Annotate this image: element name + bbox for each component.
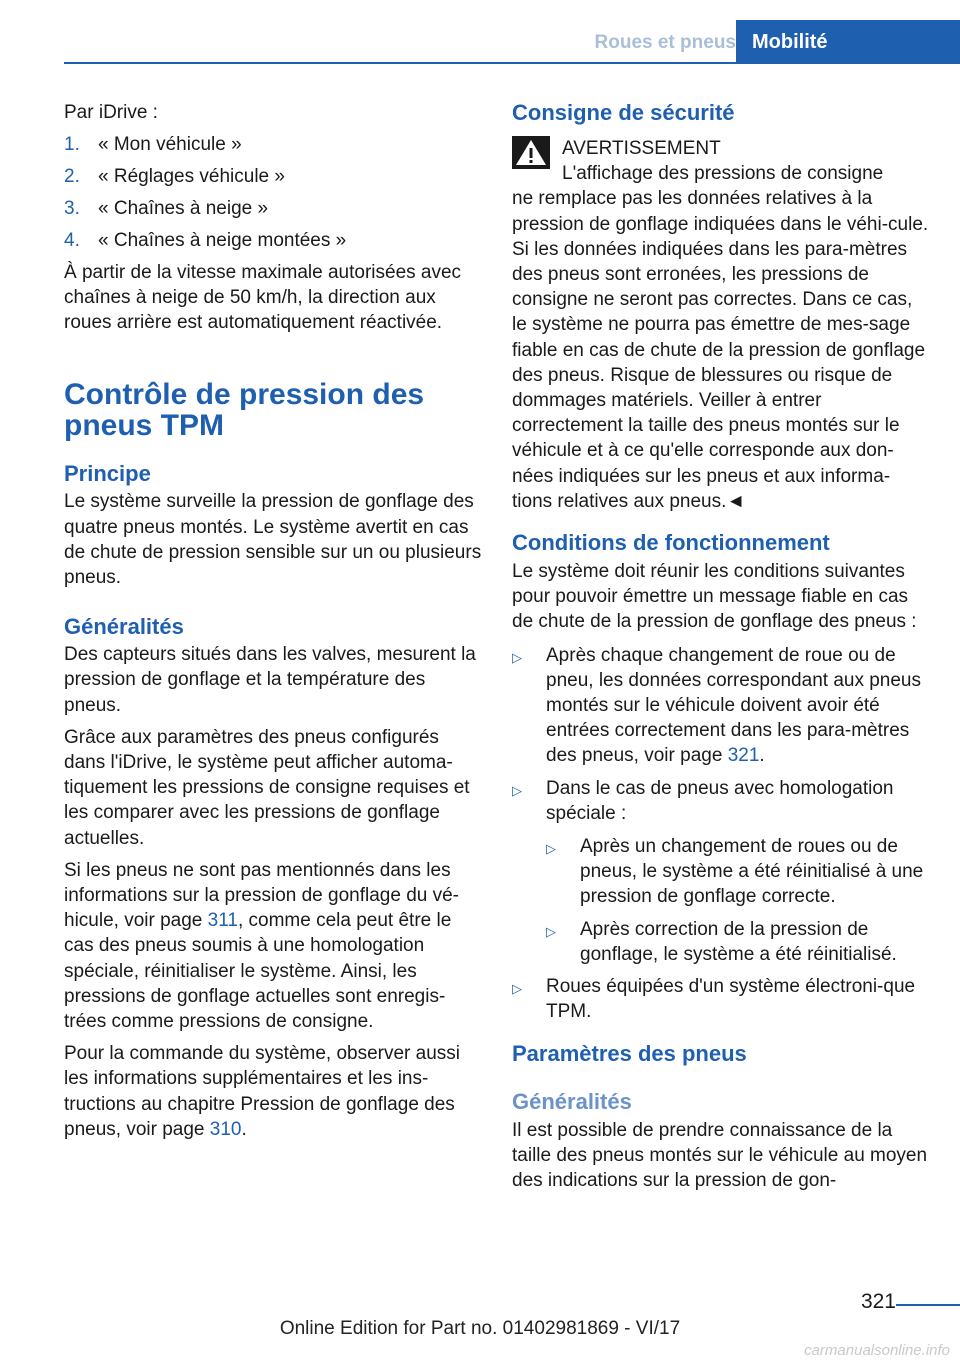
triangle-right-icon: ▷	[546, 841, 556, 857]
subheading-principe: Principe	[64, 461, 151, 487]
paragraph: Des capteurs situés dans les valves, mesurent la pression de gonflage et la température des pneus.	[64, 644, 476, 716]
triangle-right-icon: ▷	[512, 981, 522, 997]
bullet-list	[512, 643, 930, 1025]
list-item	[512, 776, 930, 826]
triangle-right-icon: ▷	[546, 923, 556, 939]
text: Après correction de la pression de gonflage, le système a été réinitialisé.	[580, 918, 897, 965]
warning-text: ne remplace pas les données relatives à la pression de gonflage indiquées dans le véhi‐cule. Si les données indiquées dans les para‐mètres des pneus sont erronées, les pressions de consigne ne seront pas correctes. Dans ce cas, le système ne pourra pas émettre de mes‐sage fiable en cas de chute de la pression de gonflage des pneus. Risque de blessures ou risque de dommages matériels. Veiller à entrer correctement la taille des pneus montés sur le véhicule et à ce qu'elle corresponde aux don‐nées indiquées sur les pneus et aux informa‐tions relatives aux pneus.◄	[512, 188, 929, 512]
paragraph	[64, 1041, 482, 1142]
paragraph: Il est possible de prendre connaissance de la taille des pneus montés sur le véhicule au moyen des indications sur la pression de gon‐	[512, 1119, 928, 1191]
list-item	[64, 164, 482, 189]
section-heading: Contrôle de pression des pneus TPM	[64, 378, 425, 443]
text: Après chaque changement de roue ou de pneu, les données correspondant aux pneus montés sur le véhicule doivent avoir été entrées correctement dans les para‐mètres des pneus, voir page 321.	[546, 644, 921, 767]
subheading-conditions: Conditions de fonctionnement	[512, 530, 830, 556]
sub-list	[546, 834, 930, 967]
page-number: 321	[860, 1290, 896, 1313]
triangle-right-icon: ▷	[512, 782, 522, 798]
text: Roues équipées d'un système électroni‐que TPM.	[546, 976, 916, 1023]
step-text: « Chaînes à neige montées »	[98, 229, 347, 251]
text: Pour la commande du système, observer aussi les informations supplémentaires et les ins‐tructions au chapitre Pression de gonflage des pneus, voir page	[64, 1043, 461, 1140]
footer-edition: Online Edition for Part no. 01402981869 - VI/17	[279, 1318, 681, 1339]
warning-title: AVERTISSEMENT	[562, 138, 721, 159]
subheading-generalites: Généralités	[64, 614, 184, 640]
paragraph	[64, 858, 482, 1034]
list-item	[546, 834, 930, 910]
subheading-safety: Consigne de sécurité	[512, 100, 735, 125]
step-number: 2.	[64, 166, 80, 188]
subheading-parametres: Paramètres des pneus	[512, 1040, 747, 1066]
page-link[interactable]: 311	[207, 910, 238, 932]
text: Après un changement de roues ou de pneus, le système a été réinitialisé à une pression de gonflage correcte.	[580, 836, 924, 908]
step-number: 4.	[64, 229, 80, 251]
page-link[interactable]: 321	[727, 745, 760, 767]
list-item	[64, 196, 482, 221]
left-column	[64, 100, 482, 1149]
paragraph: Le système surveille la pression de gonflage des quatre pneus montés. Le système avertit en cas de chute de pression sensible sur un ou plusieurs pneus.	[64, 491, 482, 588]
page-header	[64, 0, 960, 64]
warning-block	[512, 136, 930, 186]
chapter-tab: Mobilité	[736, 20, 960, 62]
text: Si les pneus ne sont pas mentionnés dans les informations sur la pression de gonflage du vé‐hicule, voir page	[64, 859, 460, 932]
list-item	[512, 974, 930, 1024]
triangle-right-icon: ▷	[512, 649, 522, 665]
step-text: « Réglages véhicule »	[98, 166, 285, 188]
warning-triangle-icon	[512, 136, 550, 169]
list-item	[64, 132, 482, 157]
list-item	[512, 643, 930, 769]
paragraph: Grâce aux paramètres des pneus configurés dans l'iDrive, le système peut afficher automa‐tiquement les pressions de consigne requises et les comparer avec les pressions de gonflage actuelles.	[64, 726, 470, 849]
numbered-steps	[64, 132, 482, 253]
paragraph: Le système doit réunir les conditions suivantes pour pouvoir émettre un message fiable en cas de chute de la pression de gonflage des pneus :	[512, 561, 917, 633]
warning-first-line: L'affichage des pressions de consigne	[562, 163, 884, 185]
paragraph: À partir de la vitesse maximale autorisées avec chaînes à neige de 50 km/h, la direction aux roues arrière est automatiquement réactivée.	[64, 261, 462, 334]
section-title: Roues et pneus	[594, 32, 736, 53]
step-text: « Chaînes à neige »	[98, 197, 269, 219]
right-column	[512, 100, 930, 1200]
step-number: 1.	[64, 134, 80, 156]
text: .	[241, 1118, 247, 1140]
intro-text: Par iDrive :	[64, 102, 158, 123]
text: , comme cela peut être le cas des pneus soumis à une homologation spéciale, réinitialiser le système. Ainsi, les pressions de gonflage actuelles sont enregis‐trées comme pressions de consigne.	[64, 910, 452, 1033]
footer-rule	[896, 1304, 960, 1306]
subheading-generalites: Généralités	[512, 1088, 632, 1114]
list-item	[64, 228, 482, 253]
list-item	[546, 917, 930, 967]
step-number: 3.	[64, 197, 80, 219]
page-link[interactable]: 310	[209, 1118, 242, 1140]
step-text: « Mon véhicule »	[98, 134, 242, 156]
text: Dans le cas de pneus avec homologation spéciale :	[546, 777, 894, 824]
watermark: carmanualsonline.info	[804, 1342, 950, 1359]
